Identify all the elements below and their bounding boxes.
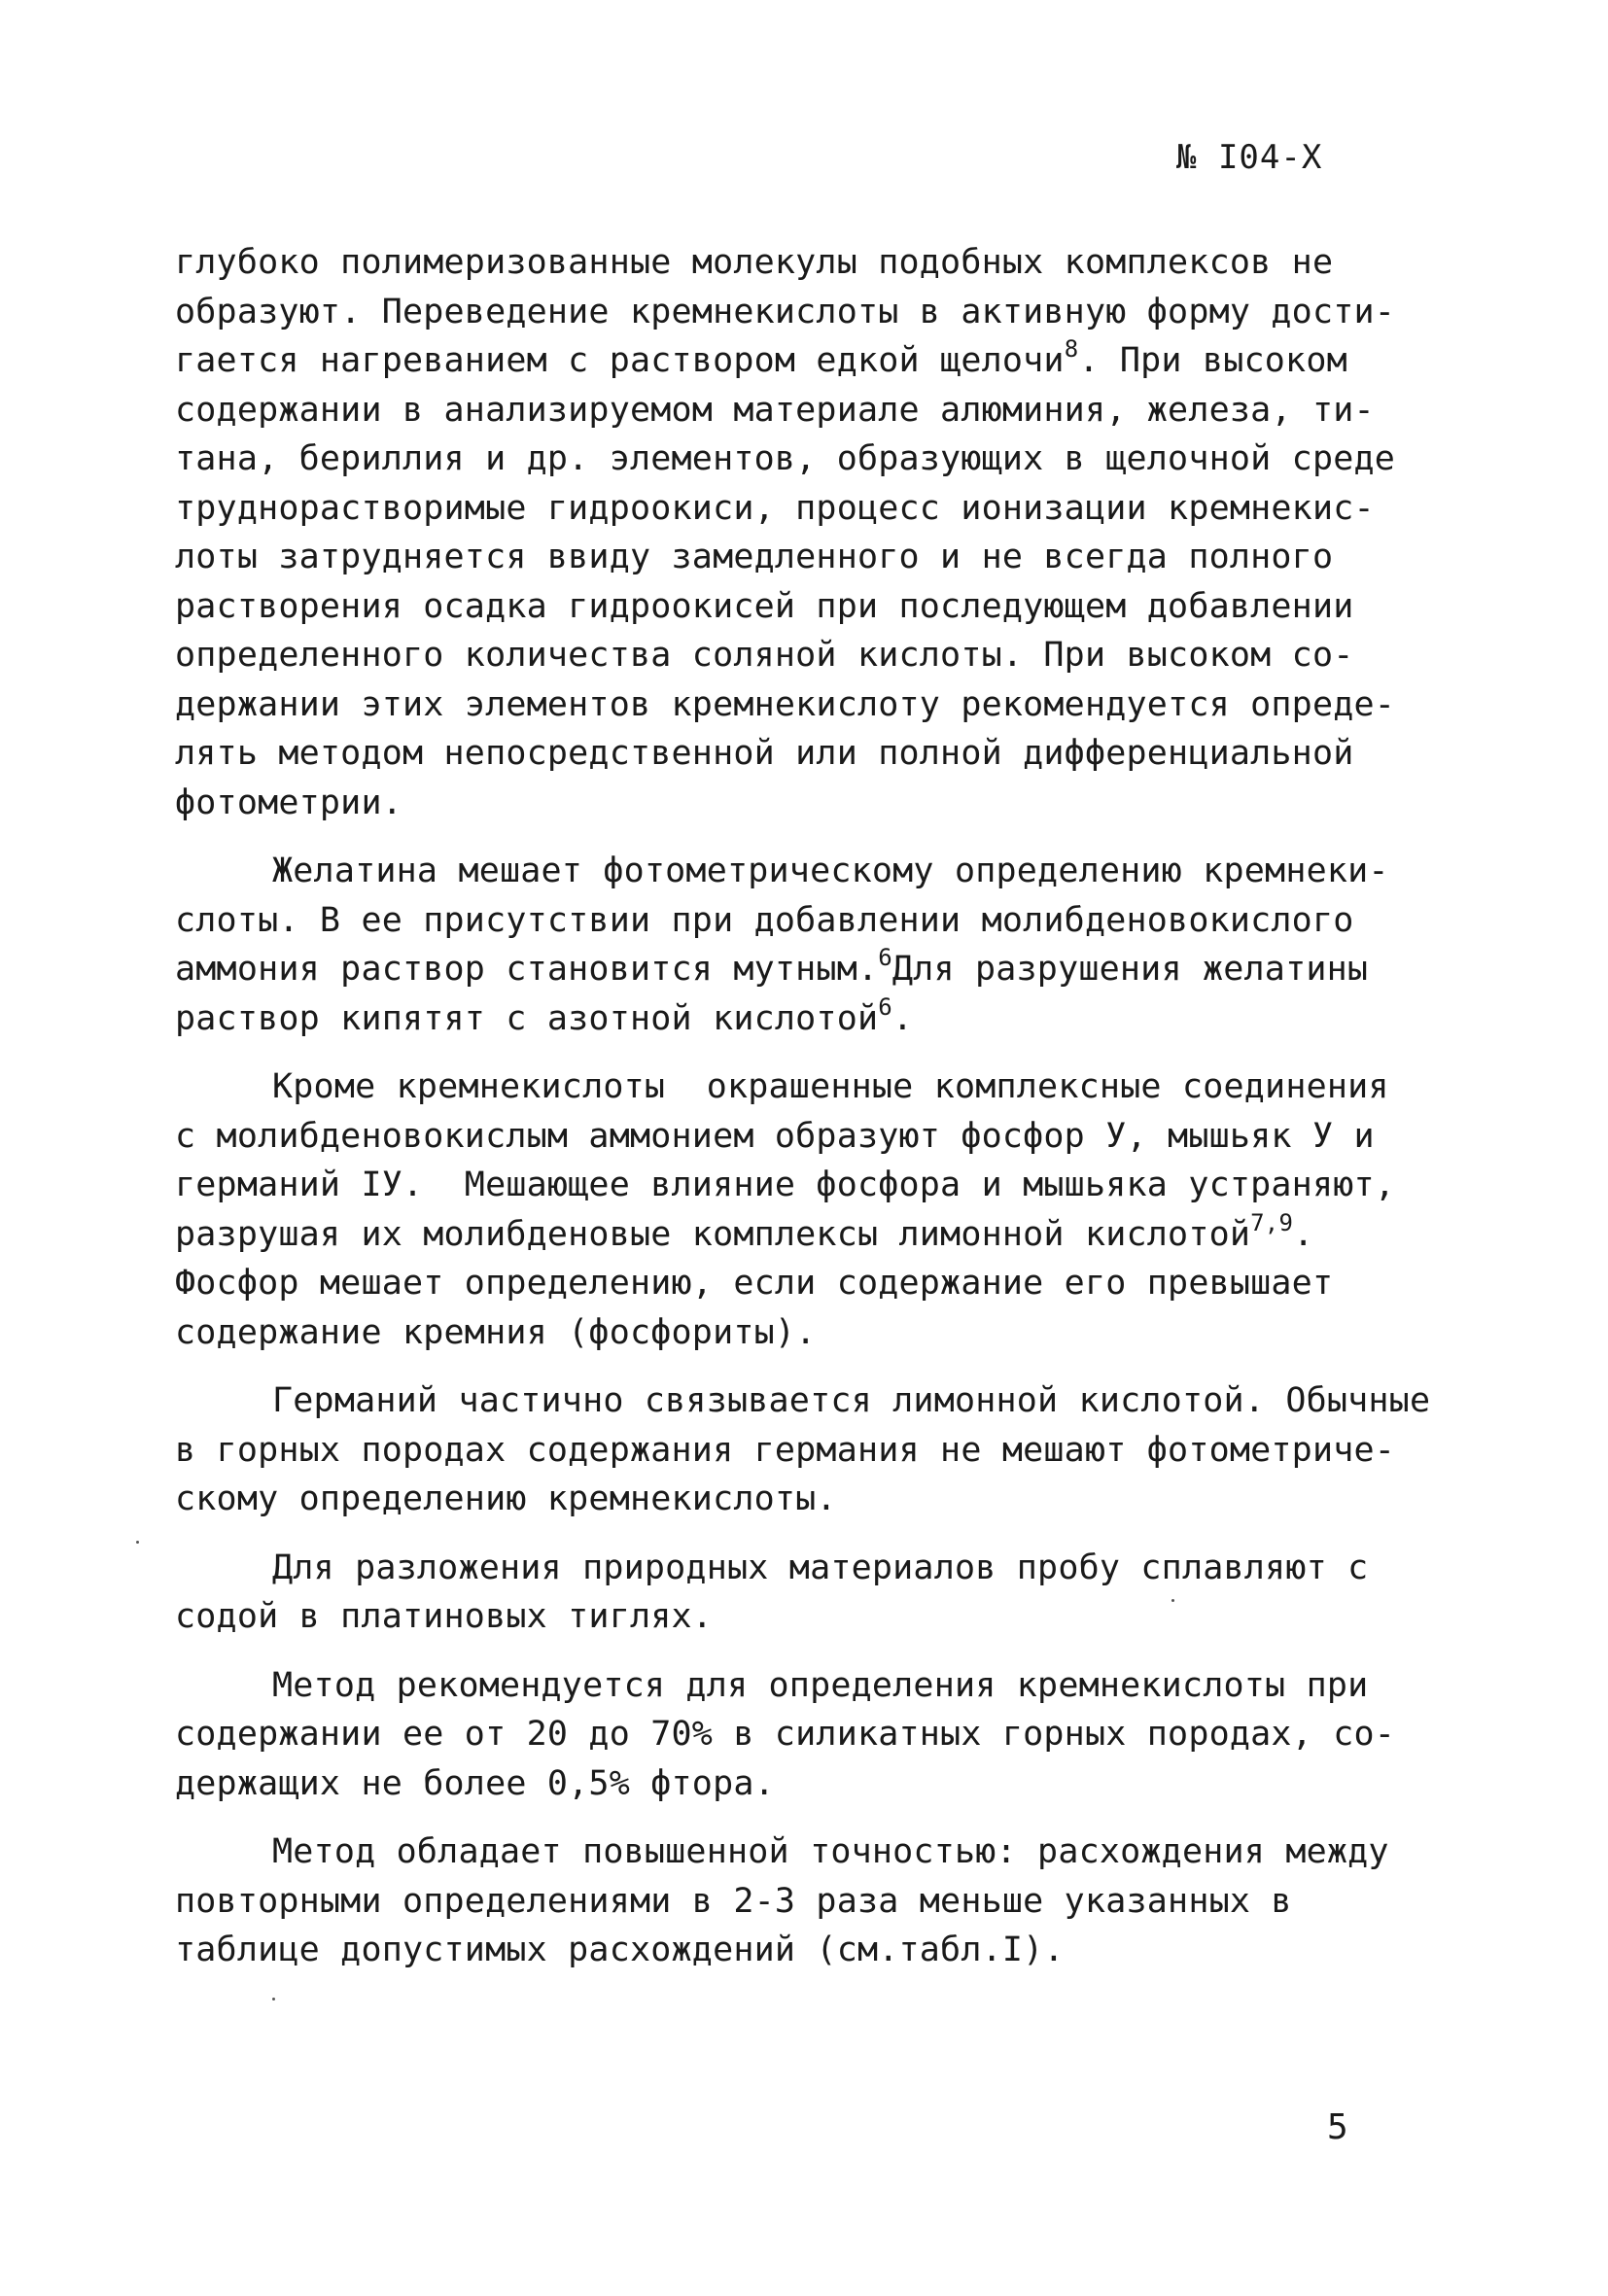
text-line: определенного количества соляной кислоты. При высоком со- bbox=[175, 636, 1354, 675]
text-line: скому определению кремнекислоты. bbox=[175, 1479, 837, 1518]
scan-speck bbox=[136, 1541, 139, 1544]
text-line: содержании в анализируемом материале алюминия, железа, ти- bbox=[175, 390, 1375, 430]
text-line: лоты затрудняется ввиду замедленного и не всегда полного bbox=[175, 538, 1334, 576]
scan-speck bbox=[272, 1998, 275, 2000]
text-line: лять методом непосредственной или полной дифференциальной bbox=[175, 734, 1354, 773]
paragraph-gap bbox=[175, 1043, 1400, 1062]
text-segment: . bbox=[891, 998, 914, 1038]
paragraph-2 bbox=[175, 847, 1400, 1043]
text-segment: раствор кипятят с азотной кислотой bbox=[175, 998, 879, 1038]
text-line: содой в платиновых тиглях. bbox=[175, 1597, 714, 1636]
text-line: держащих не более 0,5% фтора. bbox=[175, 1763, 775, 1803]
text-line: слоты. В ее присутствии при добавлении молибденовокислого bbox=[175, 900, 1354, 940]
text-line bbox=[175, 336, 1400, 386]
text-line: с молибденовокислым аммонием образуют фосфор У, мышьяк У и bbox=[175, 1116, 1375, 1156]
text-line: Метод обладает повышенной точностью: расхождения между bbox=[272, 1832, 1389, 1871]
text-segment: Для разрушения желатины bbox=[891, 950, 1369, 989]
text-line: повторными определениями в 2-3 раза меньше указанных в bbox=[175, 1881, 1292, 1921]
text-line: содержание кремния (фосфориты). bbox=[175, 1312, 817, 1352]
document-body bbox=[175, 238, 1431, 1975]
paragraph-4 bbox=[175, 1376, 1431, 1524]
text-line: германий IУ. Мешающее влияние фосфора и мышьяка устраняют, bbox=[175, 1165, 1396, 1204]
text-line: Кроме кремнекислоты окрашенные комплексные соединения bbox=[272, 1067, 1389, 1106]
reference-superscript: 6 bbox=[878, 992, 892, 1021]
paragraph-gap bbox=[175, 1808, 1400, 1827]
reference-superscript: 6 bbox=[878, 944, 892, 972]
text-line: Метод рекомендуется для определения кремнекислоты при bbox=[272, 1665, 1369, 1705]
reference-superscript: 8 bbox=[1064, 335, 1079, 364]
text-line: Для разложения природных материалов пробу сплавляют с bbox=[272, 1548, 1369, 1587]
paragraph-7 bbox=[175, 1827, 1400, 1975]
paragraph-gap bbox=[175, 827, 1400, 847]
paragraph-5 bbox=[175, 1544, 1400, 1642]
scan-speck bbox=[1171, 1599, 1174, 1602]
text-segment: . При высоком bbox=[1078, 341, 1347, 380]
paragraph-gap bbox=[175, 1642, 1400, 1661]
text-line: Фосфор мешает определению, если содержание его превышает bbox=[175, 1264, 1334, 1303]
paragraph-gap bbox=[175, 1524, 1400, 1544]
text-line bbox=[175, 994, 1400, 1044]
reference-superscript: 7,9 bbox=[1250, 1208, 1294, 1236]
paragraph-gap bbox=[175, 1357, 1400, 1376]
text-line bbox=[175, 1210, 1400, 1260]
text-line: растворения осадка гидроокисей при последующем добавлении bbox=[175, 586, 1354, 626]
text-line: содержании ее от 20 до 70% в силикатных горных породах, со- bbox=[175, 1715, 1396, 1754]
text-line: держании этих элементов кремнекислоту рекомендуется опреде- bbox=[175, 684, 1396, 724]
text-segment: . bbox=[1293, 1214, 1314, 1254]
text-line: глубоко полимеризованные молекулы подобных комплексов не bbox=[175, 243, 1334, 282]
text-line: таблице допустимых расхождений (см.табл.I). bbox=[175, 1931, 1065, 1969]
text-segment: гается нагреванием с раствором едкой щелочи bbox=[175, 341, 1065, 380]
text-line: Желатина мешает фотометрическому определению кремнеки- bbox=[272, 852, 1389, 890]
document-number: № I04-Х bbox=[1176, 138, 1323, 177]
paragraph-1 bbox=[175, 238, 1400, 827]
text-line bbox=[175, 945, 1400, 994]
text-line: труднорастворимые гидроокиси, процесс ионизации кремнекис- bbox=[175, 488, 1375, 528]
paragraph-6 bbox=[175, 1661, 1400, 1809]
page-number: 5 bbox=[1327, 2107, 1348, 2147]
text-line: фотометрии. bbox=[175, 783, 402, 822]
paragraph-3 bbox=[175, 1062, 1400, 1357]
text-segment: разрушая их молибденовые комплексы лимонной кислотой bbox=[175, 1214, 1251, 1254]
text-segment: аммония раствор становится мутным. bbox=[175, 950, 879, 989]
text-line: Германий частично связывается лимонной кислотой. Обычные bbox=[272, 1381, 1431, 1420]
text-line: образуют. Переведение кремнекислоты в активную форму дости- bbox=[175, 292, 1396, 331]
text-line: в горных породах содержания германия не мешают фотометриче- bbox=[175, 1430, 1396, 1470]
text-line: тана, бериллия и др. элементов, образующих в щелочной среде bbox=[175, 439, 1396, 478]
